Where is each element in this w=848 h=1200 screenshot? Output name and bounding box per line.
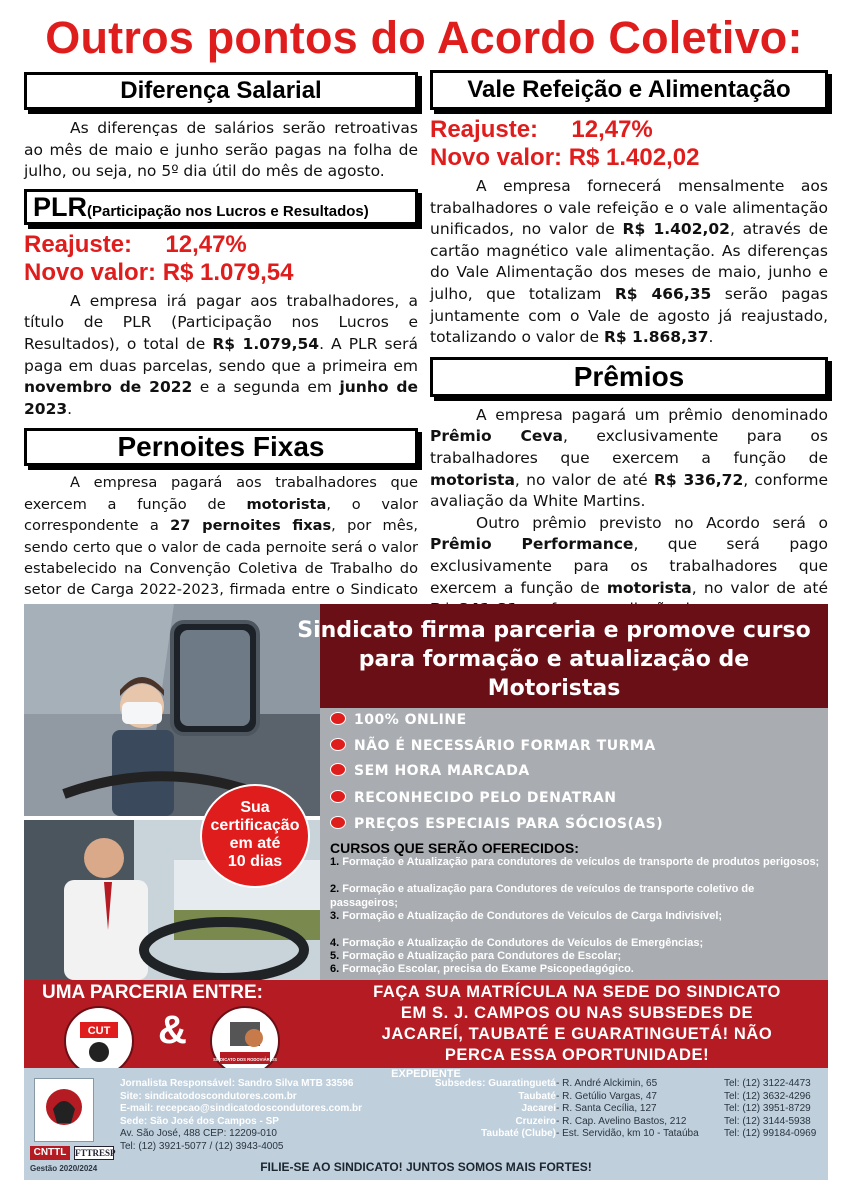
fttresp-badge: FTTRESP xyxy=(75,1148,116,1158)
red-dot-icon xyxy=(330,763,346,776)
red-dot-icon xyxy=(330,712,346,725)
right-column xyxy=(430,70,828,621)
jornalista: Jornalista Responsável: Sandro Silva MTB 33596 xyxy=(120,1078,354,1089)
union-logo-icon xyxy=(35,1079,93,1141)
banner-title-line-2: para formação e atualização de xyxy=(358,647,750,672)
banner-title-line-1: Sindicato firma parceria e promove curso xyxy=(297,618,811,643)
subsede-label: Cruzeiro xyxy=(515,1115,556,1127)
plr-section-title xyxy=(24,189,418,225)
cut-logo-icon xyxy=(66,1008,132,1074)
subsede-label: Taubaté xyxy=(518,1090,556,1102)
cnttl-badge: CNTTL xyxy=(30,1146,70,1160)
subsede-address: - Est. Servidão, km 10 - Tataúba xyxy=(556,1128,699,1139)
subsede-labels xyxy=(420,1078,556,1141)
courses-title: CURSOS QUE SERÃO OFERECIDOS: xyxy=(330,840,579,856)
feature-bullet: 100% ONLINE xyxy=(330,712,467,728)
premios-paragraph-1: A empresa pagará um prêmio denominado Prêmio Ceva, exclusivamente para os trabalhadores que exercem a função de motorista, no valor de até R$ 336,72, conforme avaliação da White Martins. xyxy=(430,405,828,511)
union-logo xyxy=(34,1078,94,1142)
subsede-phone: Tel: (12) 3951-8729 xyxy=(724,1103,811,1114)
subsede-phones xyxy=(724,1078,816,1141)
subsede-phone: Tel: (12) 3122-4473 xyxy=(724,1078,811,1089)
subsede-address: - R. Cap. Avelino Bastos, 212 xyxy=(556,1115,687,1127)
sede-label: Sede: São José dos Campos - SP xyxy=(120,1115,279,1127)
red-dot-icon xyxy=(330,790,346,803)
gestao-label: Gestão 2020/2024 xyxy=(30,1164,98,1173)
driver-woman-illustration xyxy=(24,604,320,816)
expediente-title: EXPEDIENTE xyxy=(391,1068,461,1080)
sindicato-logo-icon xyxy=(212,1008,278,1074)
email-link[interactable]: E-mail: recepcao@sindicatodoscondutores.com.br xyxy=(120,1103,363,1114)
plr-title-abbrev: PLR xyxy=(33,191,87,222)
svg-text:SINDICATO DOS RODOVIÁRIOS: SINDICATO DOS RODOVIÁRIOS xyxy=(213,1057,277,1062)
join-union-slogan: FILIE-SE AO SINDICATO! JUNTOS SOMOS MAIS FORTES! xyxy=(260,1160,592,1174)
subsede-addresses xyxy=(556,1078,699,1141)
subsede-address: - R. Santa Cecília, 127 xyxy=(556,1103,657,1114)
feature-bullet: NÃO É NECESSÁRIO FORMAR TURMA xyxy=(330,738,656,754)
sede-phone: Tel: (12) 3921-5077 / (12) 3943-4005 xyxy=(120,1140,284,1152)
footer-expediente xyxy=(24,1068,828,1180)
premios-section-title: Prêmios xyxy=(430,357,828,397)
left-column xyxy=(24,72,418,644)
red-dot-icon xyxy=(330,738,346,751)
feature-bullet: RECONHECIDO PELO DENATRAN xyxy=(330,790,616,806)
page-headline: Outros pontos do Acordo Coletivo: xyxy=(45,12,803,63)
ampersand: & xyxy=(158,1008,187,1052)
subsede-address: - R. Getúlio Vargas, 47 xyxy=(556,1090,657,1102)
plr-novo-valor: Novo valor: R$ 1.079,54 xyxy=(24,258,294,286)
subsede-phone: Tel: (12) 99184-0969 xyxy=(724,1128,817,1139)
subsede-label: Subsedes: Guaratinguetá xyxy=(434,1078,556,1089)
plr-paragraph: A empresa irá pagar aos trabalhadores, a título de PLR (Participação nos Lucros e Resultados), o total de R$ 1.079,54. A PLR será paga em duas parcelas, sendo que a primeira em novembro de 2022 e a segunda em junho de 2023. xyxy=(24,291,419,418)
plr-title-full: (Participação nos Lucros e Resultados) xyxy=(87,202,369,220)
course-item: 2. Formação e atualização para Condutores de veículos de transporte coletivo de passageiros; xyxy=(330,883,755,909)
subsede-label: Jacareí xyxy=(521,1103,556,1114)
subsede-label: Taubaté (Clube) xyxy=(481,1128,556,1139)
svg-text:CUT: CUT xyxy=(87,1025,111,1037)
subsede-phone: Tel: (12) 3632-4296 xyxy=(724,1090,811,1102)
partnership-label: UMA PARCERIA ENTRE: xyxy=(42,982,263,1003)
partnership-banner xyxy=(24,604,828,1068)
feature-bullet: SEM HORA MARCADA xyxy=(330,763,530,779)
sede-address: Av. São José, 488 CEP: 12209-010 xyxy=(120,1128,277,1139)
driver-photo-woman xyxy=(24,604,320,816)
vale-paragraph: A empresa fornecerá mensalmente aos trabalhadores o vale refeição e o vale alimentação unificados, no valor de R$ 1.402,02, através de cartão magnético vale alimentação. As diferenças do Vale Alimentação dos meses de maio, junho e julho, que totalizam R$ 466,35 serão pagas juntamente com o Vale de agosto já reajustado, totalizando o valor de R$ 1.868,37. xyxy=(430,177,828,347)
banner-title xyxy=(294,616,814,703)
pernoites-section-title: Pernoites Fixas xyxy=(24,428,418,466)
sindicato-logo xyxy=(210,1006,280,1076)
cut-logo xyxy=(64,1006,134,1076)
vale-section-title: Vale Refeição e Alimentação xyxy=(430,70,828,110)
vale-novo-valor: Novo valor: R$ 1.402,02 xyxy=(430,144,700,171)
subsede-address: - R. André Alckimin, 65 xyxy=(556,1078,658,1089)
course-item: 5. Formação e Atualização para Condutores de Escolar; xyxy=(330,950,622,962)
plr-reajuste: Reajuste: 12,47% xyxy=(24,230,247,258)
premios-paragraph-2: Outro prêmio previsto no Acordo será o Prêmio Performance, que será pago exclusivamente para os trabalhadores que exercem a função de motorista, no valor de até xyxy=(430,513,828,597)
vale-reajuste: Reajuste: 12,47% xyxy=(430,116,653,143)
course-item: 3. Formação e Atualização de Condutores de Veículos de Carga Indivisível; xyxy=(330,910,723,922)
footer-contact-block xyxy=(120,1078,362,1153)
course-item: 4. Formação e Atualização de Condutores de Veículos de Emergências; xyxy=(330,937,704,949)
certification-badge: Sua certificação em até 10 dias xyxy=(200,784,310,888)
red-dot-icon xyxy=(330,816,346,829)
banner-title-line-3: Motoristas xyxy=(487,676,621,701)
pernoites-paragraph: A empresa pagará aos trabalhadores que exercem a função de motorista, o valor correspondente a 27 pernoites fixas, por mês, sendo certo que o valor de cada pernoite será o valor estabelecido na Convenção Coletiva de Trabalho do setor de Carga 2022-2023, firmada entre o Sindicato xyxy=(24,474,418,599)
site-link[interactable]: Site: sindicatodoscondutores.com.br xyxy=(120,1090,297,1102)
feature-bullet: PREÇOS ESPECIAIS PARA SÓCIOS(AS) xyxy=(330,816,663,832)
course-item: 1. Formação e Atualização para condutores de veículos de transporte de produtos perigosos; xyxy=(330,856,820,868)
salary-paragraph: As diferenças de salários serão retroativas ao mês de maio e junho serão pagas na folha de julho, ou seja, no 5º dia útil do mês de agosto. xyxy=(24,119,418,181)
enrollment-callout: FAÇA SUA MATRÍCULA NA SEDE DO SINDICATO EM S. J. CAMPOS OU NAS SUBSEDES DE JACAREÍ, TAUBATÉ E GUARATINGUETÁ! NÃO PERCA ESSA OPORTUNIDADE! xyxy=(373,983,781,1064)
salary-section-title: Diferença Salarial xyxy=(24,72,418,110)
subsede-phone: Tel: (12) 3144-5938 xyxy=(724,1115,811,1127)
course-item: 6. Formação Escolar, precisa do Exame Psicopedagógico. xyxy=(330,963,634,975)
